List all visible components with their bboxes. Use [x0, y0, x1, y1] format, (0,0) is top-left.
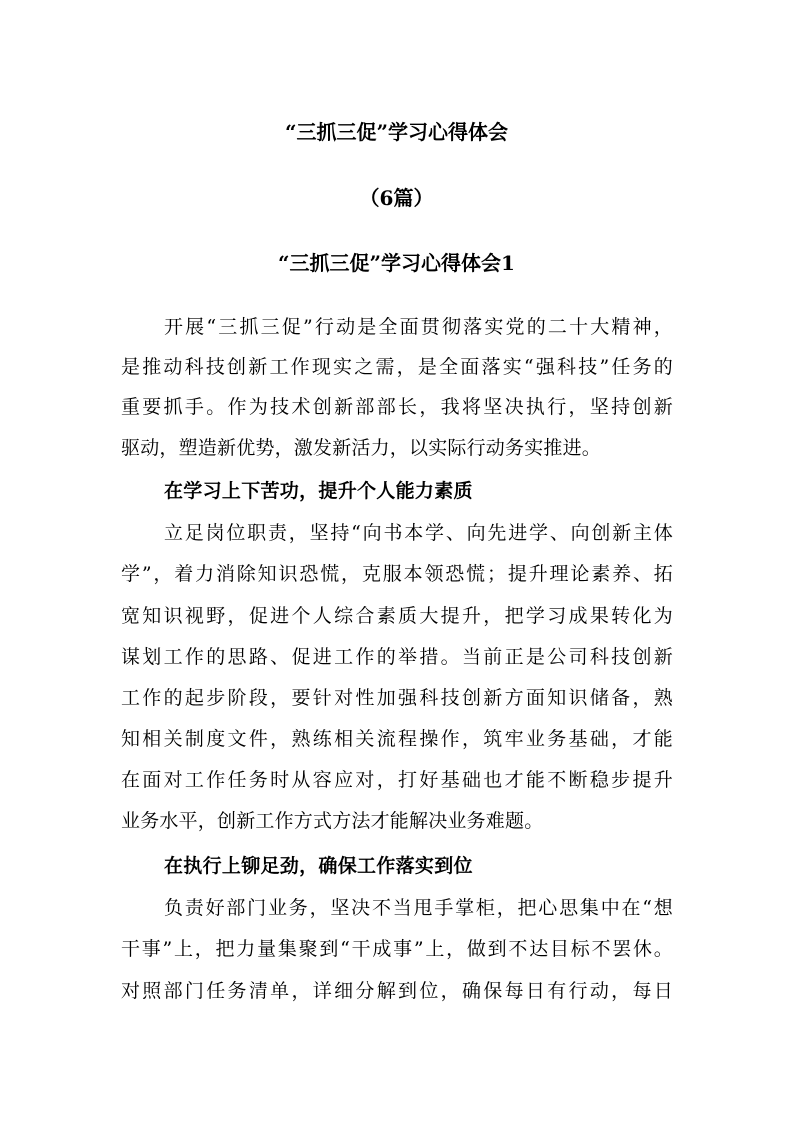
- paragraph-1-line-1: 开展“三抓三促”行动是全面贯彻落实党的二十大精神，: [164, 316, 673, 338]
- document-count: （6篇）: [359, 186, 434, 210]
- paragraph-2-line-1: 立足岗位职责，坚持“向书本学、向先进学、向创新主体: [164, 522, 673, 544]
- paragraph-3-line-2: 干事”上，把力量集聚到“干成事”上，做到不达目标不罢休。: [121, 938, 673, 960]
- paragraph-2-line-7: 在面对工作任务时从容应对，打好基础也才能不断稳步提升: [121, 769, 673, 791]
- paragraph-1-line-3: 重要抓手。作为技术创新部部长，我将坚决执行，坚持创新: [121, 396, 673, 418]
- heading-study: 在学习上下苦功，提升个人能力素质: [164, 480, 473, 502]
- paragraph-3-line-3: 对照部门任务清单，详细分解到位，确保每日有行动，每日: [121, 980, 673, 1002]
- paragraph-2-line-6: 知相关制度文件，熟练相关流程操作，筑牢业务基础，才能: [121, 728, 673, 750]
- heading-execution: 在执行上铆足劲，确保工作落实到位: [164, 855, 473, 877]
- paragraph-3-line-1: 负责好部门业务，坚决不当甩手掌柜，把心思集中在“想: [164, 897, 673, 919]
- section-title: “三抓三促”学习心得体会1: [278, 251, 515, 275]
- paragraph-2-line-3: 宽知识视野，促进个人综合素质大提升，把学习成果转化为: [121, 605, 673, 627]
- paragraph-2-line-4: 谋划工作的思路、促进工作的举措。当前正是公司科技创新: [121, 646, 673, 668]
- paragraph-2-line-8: 业务水平，创新工作方式方法才能解决业务难题。: [121, 810, 544, 832]
- document-title: “三抓三促”学习心得体会: [284, 120, 508, 144]
- paragraph-1-line-4: 驱动，塑造新优势，激发新活力，以实际行动务实推进。: [121, 437, 602, 459]
- paragraph-2-line-2: 学”，着力消除知识恐慌，克服本领恐慌；提升理论素养、拓: [121, 563, 673, 585]
- paragraph-2-line-5: 工作的起步阶段，要针对性加强科技创新方面知识储备，熟: [121, 687, 673, 709]
- paragraph-1-line-2: 是推动科技创新工作现实之需，是全面落实“强科技”任务的: [121, 356, 673, 378]
